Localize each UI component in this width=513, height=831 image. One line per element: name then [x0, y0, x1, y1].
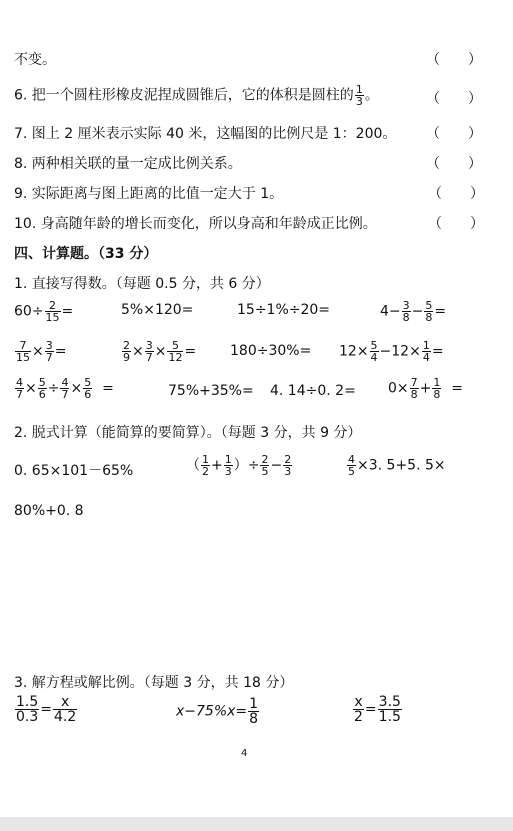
q7: 7. 图上 2 厘米表示实际 40 米，这幅图的比例尺是 1：200。	[14, 126, 397, 142]
part3-title: 3. 解方程或解比例。（每题 3 分，共 18 分）	[14, 675, 294, 691]
part2-title: 2. 脱式计算（能简算的要简算）。（每题 3 分，共 9 分）	[14, 425, 362, 441]
calc-item: $\frac{4}{7}$ × $\frac{5}{6}$ ÷ $\frac{4}{7}$ × $\frac{5}{6}$ =	[16, 376, 114, 401]
calc-item: 4. 14÷0. 2=	[270, 383, 356, 399]
step-calc-c-cont: 80%+0. 8	[14, 503, 84, 519]
q5-tail: 不变。	[14, 52, 56, 68]
answer-paren-7: （ ）	[426, 126, 482, 142]
calc-item: 75%+35%=	[168, 383, 254, 399]
answer-paren-6: （ ）	[426, 91, 482, 107]
equation-c: $\frac{x}{2}$ = $\frac{3.5}{1.5}$	[354, 694, 401, 725]
page-number: 4	[241, 748, 248, 759]
part1-title: 1. 直接写得数。（每题 0.5 分，共 6 分）	[14, 276, 270, 292]
calc-item: 60÷ $\frac{2}{15}$ =	[14, 299, 74, 324]
answer-paren-10: （ ）	[428, 216, 484, 232]
q10: 10. 身高随年龄的增长而变化，所以身高和年龄成正比例。	[14, 216, 377, 232]
equation-b: x−75%x= $\frac{1}{8}$	[176, 696, 259, 727]
answer-paren-5: （ ）	[426, 52, 482, 68]
calc-item: 12× $\frac{5}{4}$ −12× $\frac{1}{4}$ =	[339, 339, 444, 364]
step-calc-a: 0. 65×101－65%	[14, 463, 134, 479]
viewer-footer-band	[0, 817, 513, 831]
calc-item: 0× $\frac{7}{8}$ + $\frac{1}{8}$ =	[388, 376, 464, 401]
step-calc-b: （ $\frac{1}{2}$ + $\frac{1}{3}$ ）÷ $\frac{2}{5}$ − $\frac{2}{3}$	[186, 453, 292, 478]
step-calc-c: $\frac{4}{5}$ ×3. 5+5. 5×	[348, 453, 446, 478]
q6: 6. 把一个圆柱形橡皮泥捏成圆锥后，它的体积是圆柱的 $\frac{1}{3}$ 。	[14, 83, 379, 108]
answer-paren-8: （ ）	[426, 156, 482, 172]
equation-a: $\frac{1.5}{0.3}$ = $\frac{x}{4.2}$	[16, 694, 77, 725]
calc-item: 4− $\frac{3}{8}$ − $\frac{5}{8}$ =	[380, 299, 447, 324]
calc-item: $\frac{2}{9}$ × $\frac{3}{7}$ × $\frac{5}{12}$ =	[123, 339, 197, 364]
calc-item: 180÷30%=	[230, 343, 312, 359]
calc-item: $\frac{7}{15}$ × $\frac{3}{7}$ =	[16, 339, 67, 364]
calc-item: 5%×120=	[121, 302, 194, 318]
answer-paren-9: （ ）	[428, 186, 484, 202]
q8: 8. 两种相关联的量一定成比例关系。	[14, 156, 242, 172]
q9: 9. 实际距离与图上距离的比值一定大于 1。	[14, 186, 284, 202]
calc-item: 15÷1%÷20=	[237, 302, 331, 318]
section-title: 四、计算题。（33 分）	[14, 246, 158, 262]
